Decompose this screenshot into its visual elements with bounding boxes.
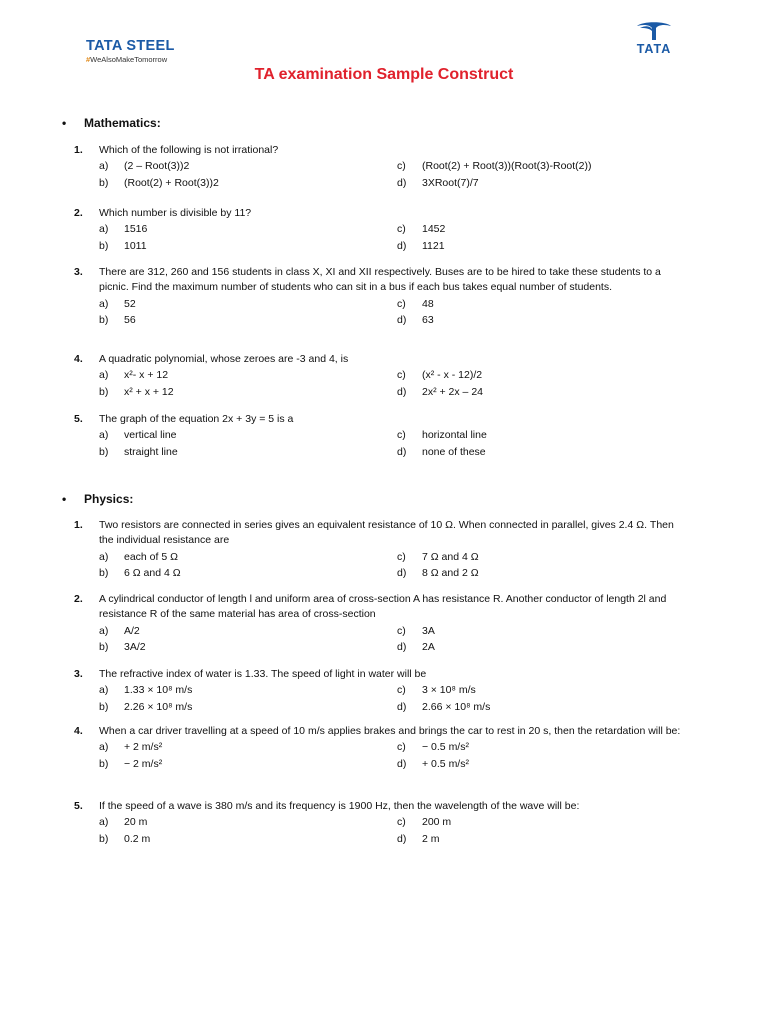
question-math-2 [74, 206, 690, 254]
question-number: 1. [74, 144, 83, 156]
option-c: c) 7 Ω and 4 Ω [397, 550, 479, 563]
option-a: a) 1516 [99, 223, 148, 236]
question-physics-5 [74, 799, 690, 847]
option-a: a) each of 5 Ω [99, 550, 178, 563]
option-c: c) horizontal line [397, 429, 487, 442]
option-b: b) − 2 m/s² [99, 757, 163, 770]
option-a: a) 1.33 × 10⁸ m/s [99, 684, 193, 697]
option-d: d) 8 Ω and 2 Ω [397, 566, 479, 579]
tata-steel-tagline: #WeAlsoMakeTomorrow [86, 55, 168, 64]
option-d: d) 2x² + 2x – 24 [397, 385, 483, 398]
question-text: The refractive index of water is 1.33. The speed of light in water will be [99, 668, 427, 680]
question-math-1 [74, 143, 690, 191]
option-a: a) + 2 m/s² [99, 741, 163, 754]
option-b: b) 56 [99, 313, 136, 326]
option-b: b) 1011 [99, 239, 147, 252]
section-heading-physics: • Physics: [62, 492, 134, 506]
question-number: 2. [74, 593, 83, 605]
option-d: d) 2 m [397, 832, 440, 845]
option-d: d) + 0.5 m/s² [397, 757, 469, 770]
option-a: a) A/2 [99, 624, 140, 637]
option-c: c) 200 m [397, 816, 452, 829]
option-d: d) 2A [397, 640, 435, 653]
question-math-5 [74, 412, 690, 460]
option-c: c) 1452 [397, 223, 446, 236]
question-text: A cylindrical conductor of length l and uniform area of cross-section A has resistance R. Another conductor of length 2l and resistance R of the same material has area of cross-section [99, 593, 667, 621]
option-c: c) 3A [397, 624, 435, 637]
tata-emblem-icon [634, 20, 674, 42]
question-number: 5. [74, 413, 83, 425]
tata-logo [626, 20, 682, 56]
option-d: d) none of these [397, 445, 486, 458]
question-physics-1 [74, 518, 690, 581]
option-d: d) 2.66 × 10⁸ m/s [397, 700, 491, 713]
option-b: b) straight line [99, 445, 178, 458]
question-text: If the speed of a wave is 380 m/s and its frequency is 1900 Hz, then the wavelength of the wave will be: [99, 800, 580, 812]
question-number: 5. [74, 800, 83, 812]
tata-logo-text: TATA [636, 42, 672, 56]
option-c: c) − 0.5 m/s² [397, 741, 469, 754]
option-b: b) x² + x + 12 [99, 385, 174, 398]
question-text: There are 312, 260 and 156 students in class X, XI and XII respectively. Buses are to be hired to take these students to a picnic. Find the maximum number of students who can sit in a bus if each bus takes equal number of students. [99, 266, 661, 294]
question-number: 4. [74, 725, 83, 737]
option-c: c) (Root(2) + Root(3))(Root(3)-Root(2)) [397, 160, 592, 173]
question-text: A quadratic polynomial, whose zeroes are -3 and 4, is [99, 353, 349, 365]
option-b: b) 2.26 × 10⁸ m/s [99, 700, 193, 713]
option-b: b) 0.2 m [99, 832, 151, 845]
tata-steel-logo-text: TATA STEEL [86, 38, 175, 54]
question-math-4 [74, 352, 690, 400]
option-b: b) 6 Ω and 4 Ω [99, 566, 181, 579]
question-number: 2. [74, 207, 83, 219]
question-math-3 [74, 265, 690, 328]
question-number: 3. [74, 266, 83, 278]
option-d: d) 3XRoot(7)/7 [397, 176, 479, 189]
question-text: When a car driver travelling at a speed of 10 m/s applies brakes and brings the car to rest in 20 s, then the retardation will be: [99, 725, 681, 737]
option-a: a) x²- x + 12 [99, 369, 169, 382]
option-a: a) 52 [99, 297, 136, 310]
question-number: 1. [74, 519, 83, 531]
question-physics-2 [74, 592, 690, 655]
option-c: c) (x² - x - 12)/2 [397, 369, 483, 382]
option-a: a) vertical line [99, 429, 177, 442]
option-c: c) 48 [397, 297, 434, 310]
section-heading-mathematics: • Mathematics: [62, 116, 161, 130]
question-text: Which of the following is not irrational? [99, 144, 279, 156]
option-c: c) 3 × 10⁸ m/s [397, 684, 476, 697]
tata-steel-logo [86, 38, 216, 64]
question-number: 3. [74, 668, 83, 680]
option-a: a) (2 – Root(3))2 [99, 160, 190, 173]
question-text: Which number is divisible by 11? [99, 207, 252, 219]
question-physics-4 [74, 724, 690, 772]
page-title: TA examination Sample Construct [254, 66, 514, 83]
option-b: b) (Root(2) + Root(3))2 [99, 176, 219, 189]
question-text: Two resistors are connected in series gives an equivalent resistance of 10 Ω. When connected in parallel, gives 2.4 Ω. Then the individual resistance are [99, 519, 674, 547]
option-d: d) 63 [397, 313, 434, 326]
question-physics-3 [74, 667, 690, 715]
option-d: d) 1121 [397, 239, 445, 252]
option-b: b) 3A/2 [99, 640, 146, 653]
question-number: 4. [74, 353, 83, 365]
option-a: a) 20 m [99, 816, 148, 829]
question-text: The graph of the equation 2x + 3y = 5 is a [99, 413, 294, 425]
